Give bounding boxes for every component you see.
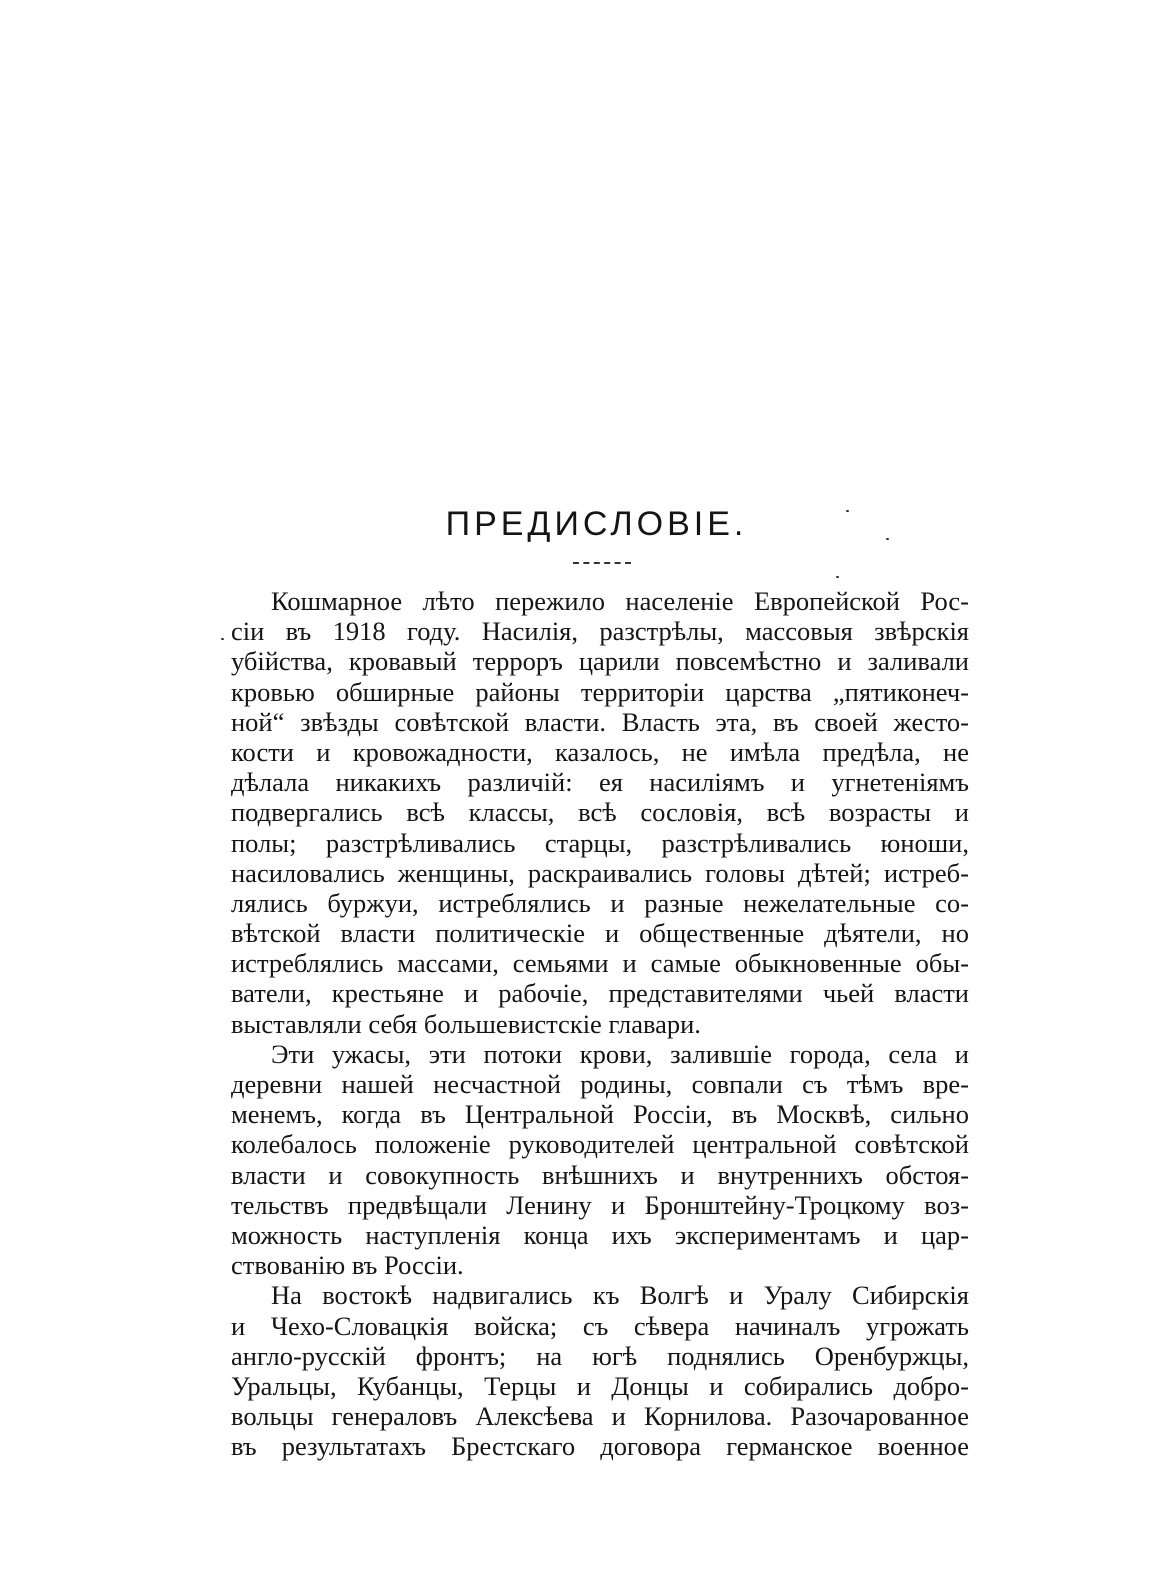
- body-text: [231, 586, 969, 1461]
- text-line: вольцы генераловъ Алексѣева и Корнилова. Разочарованное: [231, 1401, 969, 1432]
- text-line: и Чехо-Словацкія войска; съ сѣвера начиналъ угрожать: [231, 1310, 969, 1341]
- text-line: Кошмарное лѣто пережило населеніе Европейской Рос-: [271, 586, 969, 616]
- text-line: ной“ звѣзды совѣтской власти. Власть эта, въ своей жесто-: [231, 706, 969, 737]
- text-line: власти и совокупность внѣшнихъ и внутреннихъ обстоя-: [231, 1159, 969, 1190]
- text-line: колебалось положеніе руководителей центральной совѣтской: [231, 1129, 969, 1160]
- text-line: деревни нашей несчастной родины, совпали съ тѣмъ вре-: [231, 1069, 969, 1099]
- print-speck: [846, 510, 849, 512]
- text-line: насиловались женщины, раскраивались головы дѣтей; истреб-: [231, 857, 969, 888]
- text-line: Эти ужасы, эти потоки крови, залившіе города, села и: [271, 1038, 969, 1069]
- print-speck: [221, 638, 224, 640]
- text-line: въ результатахъ Брестскаго договора германское военное: [231, 1431, 969, 1462]
- text-line: тельствъ предвѣщали Ленину и Бронштейну-Троцкому воз-: [231, 1189, 969, 1220]
- page-title: ПРЕДИСЛОВІЕ.: [445, 505, 748, 543]
- text-line: менемъ, когда въ Центральной Россіи, въ Москвѣ, сильно: [231, 1099, 969, 1130]
- text-line: вѣтской власти политическіе и общественные дѣятели, но: [231, 918, 969, 949]
- text-line: англо-русскій фронтъ; на югѣ поднялись Оренбуржцы,: [231, 1340, 969, 1371]
- text-line: кровью обширные районы территоріи царства „пятиконеч-: [231, 676, 969, 707]
- text-line: полы; разстрѣливались старцы, разстрѣливались юноши,: [231, 827, 969, 858]
- text-line: Уральцы, Кубанцы, Терцы и Донцы и собирались добро-: [231, 1370, 969, 1401]
- title-divider: [573, 562, 631, 564]
- print-speck: [836, 576, 839, 578]
- text-line: убійства, кровавый терроръ царили повсемѣстно и заливали: [231, 646, 969, 677]
- text-line: истреблялись массами, семьями и самые обыкновенные обы-: [231, 948, 969, 979]
- text-line: можность наступленія конца ихъ экспериментамъ и цар-: [231, 1219, 969, 1250]
- text-line: подвергались всѣ классы, всѣ сословія, всѣ возрасты и: [231, 797, 969, 828]
- text-line: ватели, крестьяне и рабочіе, представителями чьей власти: [231, 978, 969, 1009]
- text-line: ствованію въ Россіи.: [231, 1250, 464, 1281]
- text-line: На востокѣ надвигались къ Волгѣ и Уралу Сибирскія: [271, 1280, 969, 1311]
- text-line: сіи въ 1918 году. Насилія, разстрѣлы, массовыя звѣрскія: [231, 616, 969, 647]
- text-line: выставляли себя большевистскіе главари.: [231, 1008, 701, 1039]
- text-line: дѣлала никакихъ различій: ея насиліямъ и угнетеніямъ: [231, 767, 969, 798]
- text-line: кости и кровожадности, казалось, не имѣла предѣла, не: [231, 736, 969, 767]
- print-speck: [886, 538, 889, 540]
- text-line: лялись буржуи, истреблялись и разные нежелательные со-: [231, 887, 969, 918]
